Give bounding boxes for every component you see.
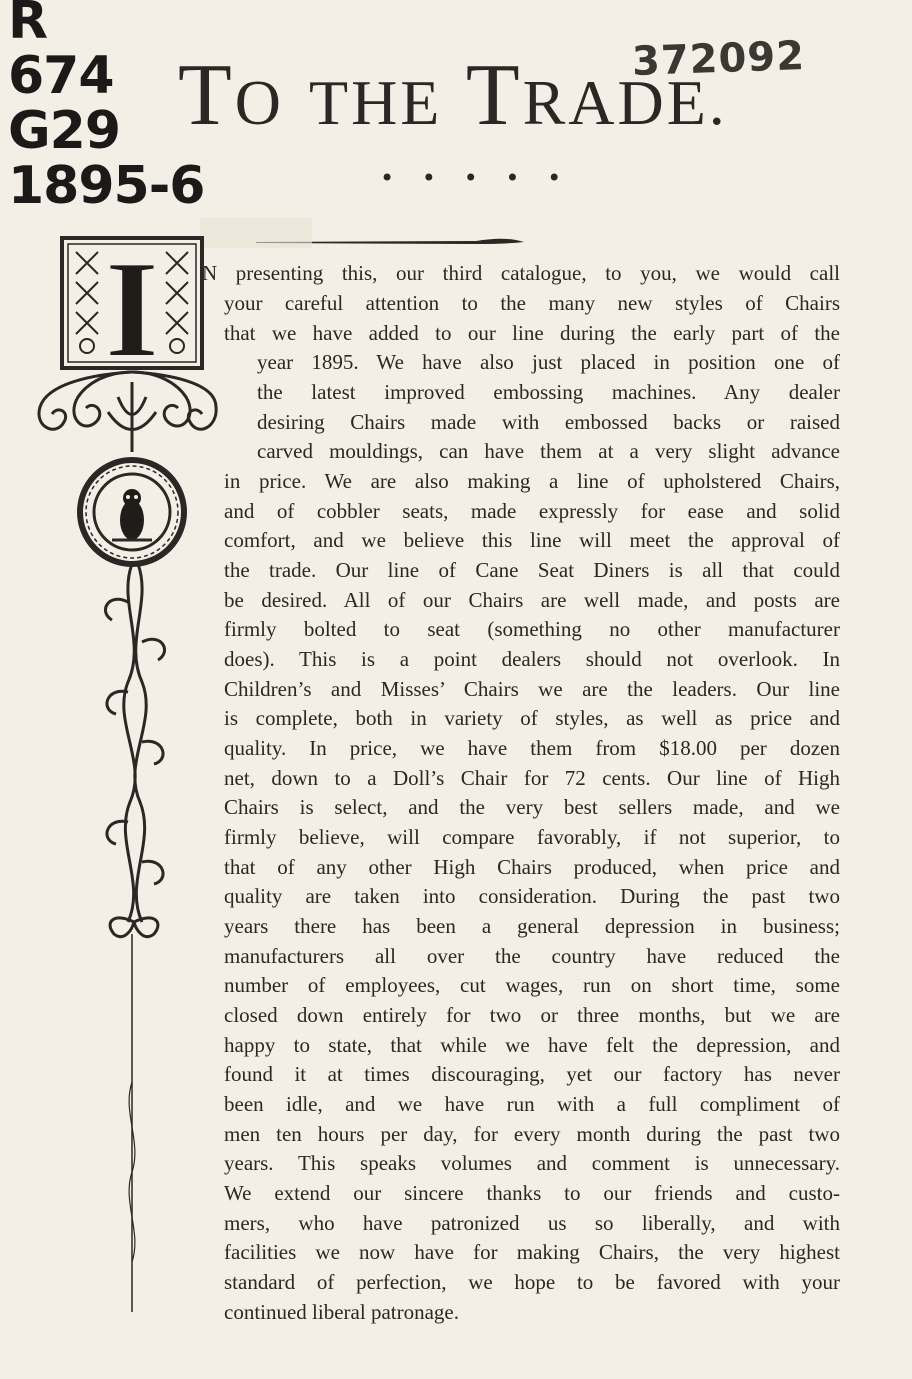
paragraph-line: N presenting this, our third catalogue, to you, we would call [202,261,840,285]
paragraph-line: be desired. All of our Chairs are well made, and posts are [224,588,840,612]
title-initial: T [465,47,523,144]
paragraph-line: desiring Chairs made with embossed backs or raised [257,410,840,434]
title-word-3-rest: RADE. [522,67,728,138]
paragraph-line: standard of perfection, we hope to be favored with your [224,1270,840,1294]
title-initial: T [178,47,235,144]
page-title [178,47,728,144]
paragraph-line: years there has been a general depression in business; [224,914,840,938]
paragraph-line: comfort, and we believe this line will meet the approval of [224,528,840,552]
paragraph-line: that of any other High Chairs produced, when price and [224,855,840,879]
paragraph-line: Chairs is select, and the very best sellers made, and we [224,795,840,819]
paragraph-line: that we have added to our line during the early part of the [224,321,840,345]
paragraph-line: years. This speaks volumes and comment is unnecessary. [224,1151,840,1175]
paragraph-line: Children’s and Misses’ Chairs we are the leaders. Our line [224,677,840,701]
drop-cap-ornament [28,222,218,1322]
drop-cap-letter: I [104,232,160,387]
paragraph-line: and of cobbler seats, made expressly for ease and solid [224,499,840,523]
call-number-line: 1895-6 [8,156,205,216]
paragraph-line: net, down to a Doll’s Chair for 72 cents. Our line of High [224,766,840,790]
paragraph-line: number of employees, cut wages, run on short time, some [224,973,840,997]
paragraph-line: quality are taken into consideration. During the past two [224,884,840,908]
paragraph-line: is complete, both in variety of styles, as well as price and [224,706,840,730]
paragraph-line-last: continued liberal patronage. [224,1300,459,1324]
paragraph-line: the latest improved embossing machines. Any dealer [257,380,840,404]
paragraph-line: firmly believe, will compare favorably, if not superior, to [224,825,840,849]
call-number-line: G29 [8,101,121,161]
call-number-line: 674 [8,46,114,106]
paragraph-line: does). This is a point dealers should not overlook. In [224,647,840,671]
paragraph-line: men ten hours per day, for every month during the past two [224,1122,840,1146]
paragraph-line: quality. In price, we have them from $18.00 per dozen [224,736,840,760]
paragraph-line: carved mouldings, can have them at a very slight advance [257,439,840,463]
paragraph-line: firmly bolted to seat (something no other manufacturer [224,617,840,641]
paragraph-line: closed down entirely for two or three months, but we are [224,1003,840,1027]
accession-stamp: 372092 [631,32,806,86]
paragraph-line: the trade. Our line of Cane Seat Diners is all that could [224,558,840,582]
paragraph-line: mers, who have patronized us so liberally, and with [224,1211,840,1235]
paragraph-line: been idle, and we have run with a full compliment of [224,1092,840,1116]
paragraph-line: in price. We are also making a line of upholstered Chairs, [224,469,840,493]
paragraph-line: We extend our sincere thanks to our friends and custo- [224,1181,840,1205]
paragraph-line: year 1895. We have also just placed in position one of [257,350,840,374]
paragraph-line: found it at times discouraging, yet our factory has never [224,1062,840,1086]
title-word-2: THE [308,67,443,138]
paragraph-line: manufacturers all over the country have reduced the [224,944,840,968]
paragraph-line: facilities we now have for making Chairs, the very highest [224,1240,840,1264]
title-dots-divider: • • • • • [380,164,572,192]
paragraph-line: your careful attention to the many new styles of Chairs [224,291,840,315]
call-number-line: R [8,0,48,51]
title-word-1-rest: O [234,67,284,138]
handwritten-call-number [8,0,205,214]
paragraph-line: happy to state, that while we have felt the depression, and [224,1033,840,1057]
